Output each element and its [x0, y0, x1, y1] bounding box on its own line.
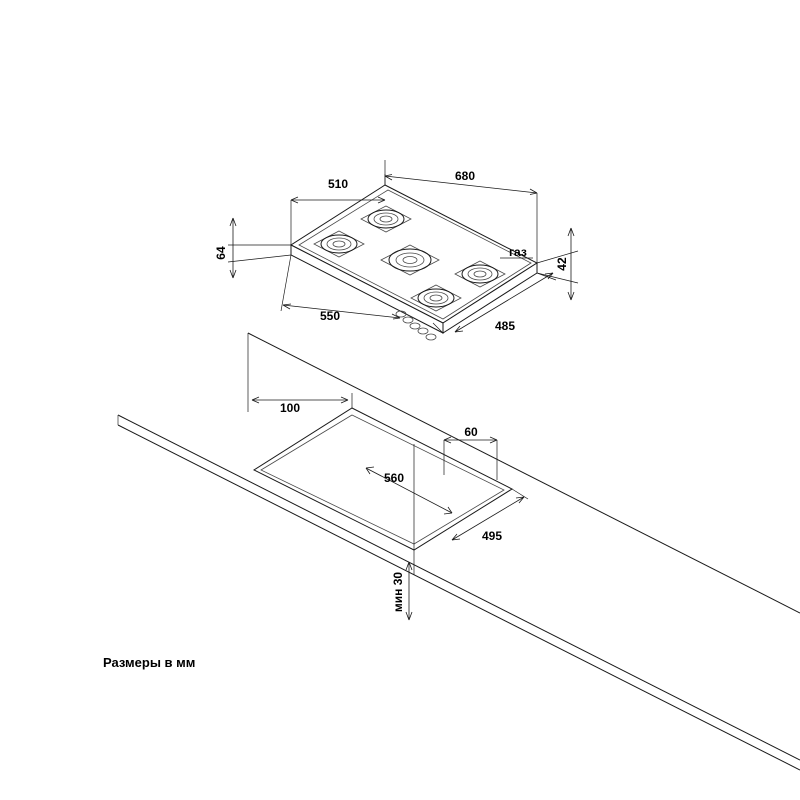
- ext-64-bottom: [228, 255, 291, 262]
- dim-text-560: 560: [383, 471, 405, 485]
- arrow-485-left: [455, 326, 463, 332]
- knob-2: [403, 317, 413, 323]
- countertop-rear-edge: [248, 333, 800, 613]
- knob-5: [426, 334, 436, 340]
- arrow-550-left: [283, 304, 291, 309]
- dim-line-560: [366, 468, 452, 513]
- arrow-495-left: [452, 534, 460, 540]
- dim-text-485: 485: [494, 319, 516, 333]
- dim-text-min30: мин 30: [391, 571, 405, 613]
- units-caption: Размеры в мм: [103, 655, 196, 670]
- countertop-assembly: [118, 333, 800, 770]
- countertop-front-edge-inner: [118, 425, 800, 770]
- dim-text-510: 510: [327, 177, 349, 191]
- dim-text-680: 680: [454, 169, 476, 183]
- arrow-495-right: [516, 497, 524, 503]
- arrow-680-right: [530, 189, 537, 195]
- dim-text-60: 60: [464, 425, 478, 439]
- knob-3: [410, 323, 420, 329]
- gas-label: газ: [509, 245, 527, 259]
- knob-4: [418, 328, 428, 334]
- hob-top-surface: [291, 185, 537, 323]
- dim-line-550: [283, 305, 400, 318]
- dim-text-550: 550: [319, 309, 341, 323]
- dim-text-42: 42: [555, 257, 569, 271]
- cutout-dimension-lines: [248, 333, 528, 620]
- ext-42-bottom: [537, 273, 578, 283]
- dim-text-100: 100: [279, 401, 301, 415]
- arrow-680-left: [385, 175, 392, 181]
- ext-550-left: [281, 255, 291, 311]
- dim-text-495: 495: [481, 529, 503, 543]
- countertop-front-edge-outer: [118, 415, 800, 760]
- dim-text-64: 64: [214, 246, 228, 260]
